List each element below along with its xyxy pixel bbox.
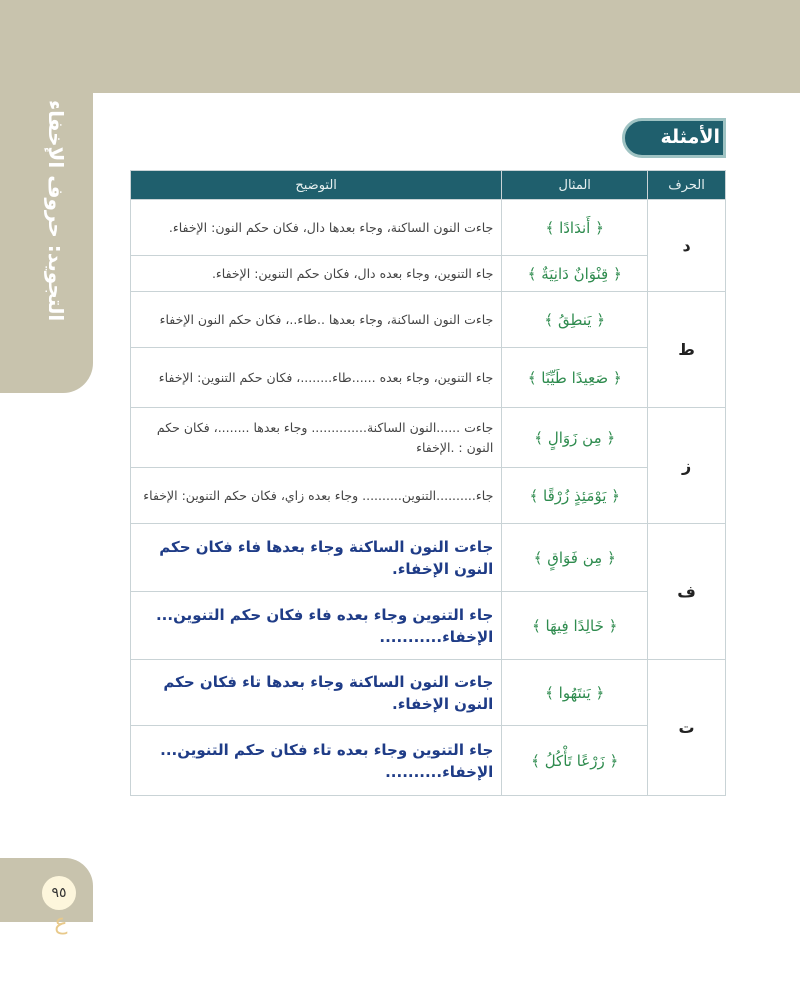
explanation-cell: جاء التنوين وجاء بعده تاء فكان حكم التنوين... الإخفاء.......... (131, 726, 502, 796)
example-cell: ﴿ يَوْمَئِذٍ زُرْقًا ﴾ (502, 468, 648, 524)
explanation-cell: جاء التنوين وجاء بعده فاء فكان حكم التنوين... الإخفاء........... (131, 592, 502, 660)
letter-cell: ز (648, 408, 726, 524)
example-cell: ﴿ يَنطِقُ ﴾ (502, 292, 648, 348)
table-row (131, 348, 726, 408)
example-cell: ﴿ خَالِدًا فِيهَا ﴾ (502, 592, 648, 660)
table-row (131, 256, 726, 292)
letter-cell: ف (648, 524, 726, 660)
table-row (131, 292, 726, 348)
explanation-cell: جاءت النون الساكنة، وجاء بعدها ..طاء..، فكان حكم النون الإخفاء (131, 292, 502, 348)
explanation-cell: جاء التنوين، وجاء بعده دال، فكان حكم التنوين: الإخفاء. (131, 256, 502, 292)
section-title: الأمثلة (660, 126, 720, 148)
explanation-cell: جاءت النون الساكنة وجاء بعدها فاء فكان حكم النون الإخفاء. (131, 524, 502, 592)
table-row (131, 524, 726, 592)
letter-cell: د (648, 200, 726, 292)
example-cell: ﴿ مِن زَوَالٍ ﴾ (502, 408, 648, 468)
header-example: المثال (502, 171, 648, 200)
example-cell: ﴿ يَنتَهُوا ﴾ (502, 660, 648, 726)
example-cell: ﴿ أَندَادًا ﴾ (502, 200, 648, 256)
explanation-cell: جاءت النون الساكنة وجاء بعدها تاء فكان حكم النون الإخفاء. (131, 660, 502, 726)
explanation-cell: جاءت ......النون الساكنة.............. وجاء بعدها ........، فكان حكم النون : .الإخفاء (131, 408, 502, 468)
table-row (131, 468, 726, 524)
header-letter: الحرف (648, 171, 726, 200)
header-explanation: التوضيح (131, 171, 502, 200)
table-row (131, 660, 726, 726)
example-cell: ﴿ صَعِيدًا طَيِّبًا ﴾ (502, 348, 648, 408)
letter-cell: ت (648, 660, 726, 796)
table-row (131, 200, 726, 256)
table-row (131, 726, 726, 796)
page-mark-icon: ع (54, 910, 68, 935)
table-header-row (131, 171, 726, 200)
table-row (131, 592, 726, 660)
explanation-cell: جاءت النون الساكنة، وجاء بعدها دال، فكان حكم النون: الإخفاء. (131, 200, 502, 256)
chapter-title: التجويد: حروف الإخفاء (44, 100, 68, 322)
page-number: ٩٥ (42, 876, 76, 910)
explanation-cell: جاء..........التنوين.......... وجاء بعده زاي، فكان حكم التنوين: الإخفاء (131, 468, 502, 524)
letter-cell: ط (648, 292, 726, 408)
explanation-cell: جاء التنوين، وجاء بعده ......طاء........، فكان حكم التنوين: الإخفاء (131, 348, 502, 408)
top-decorative-band (0, 0, 800, 93)
examples-table (130, 170, 726, 796)
table-row (131, 408, 726, 468)
example-cell: ﴿ زَرْعًا تَأْكُلُ ﴾ (502, 726, 648, 796)
example-cell: ﴿ مِن فَوَاقٍ ﴾ (502, 524, 648, 592)
example-cell: ﴿ قِنْوَانٌ دَانِيَةٌ ﴾ (502, 256, 648, 292)
